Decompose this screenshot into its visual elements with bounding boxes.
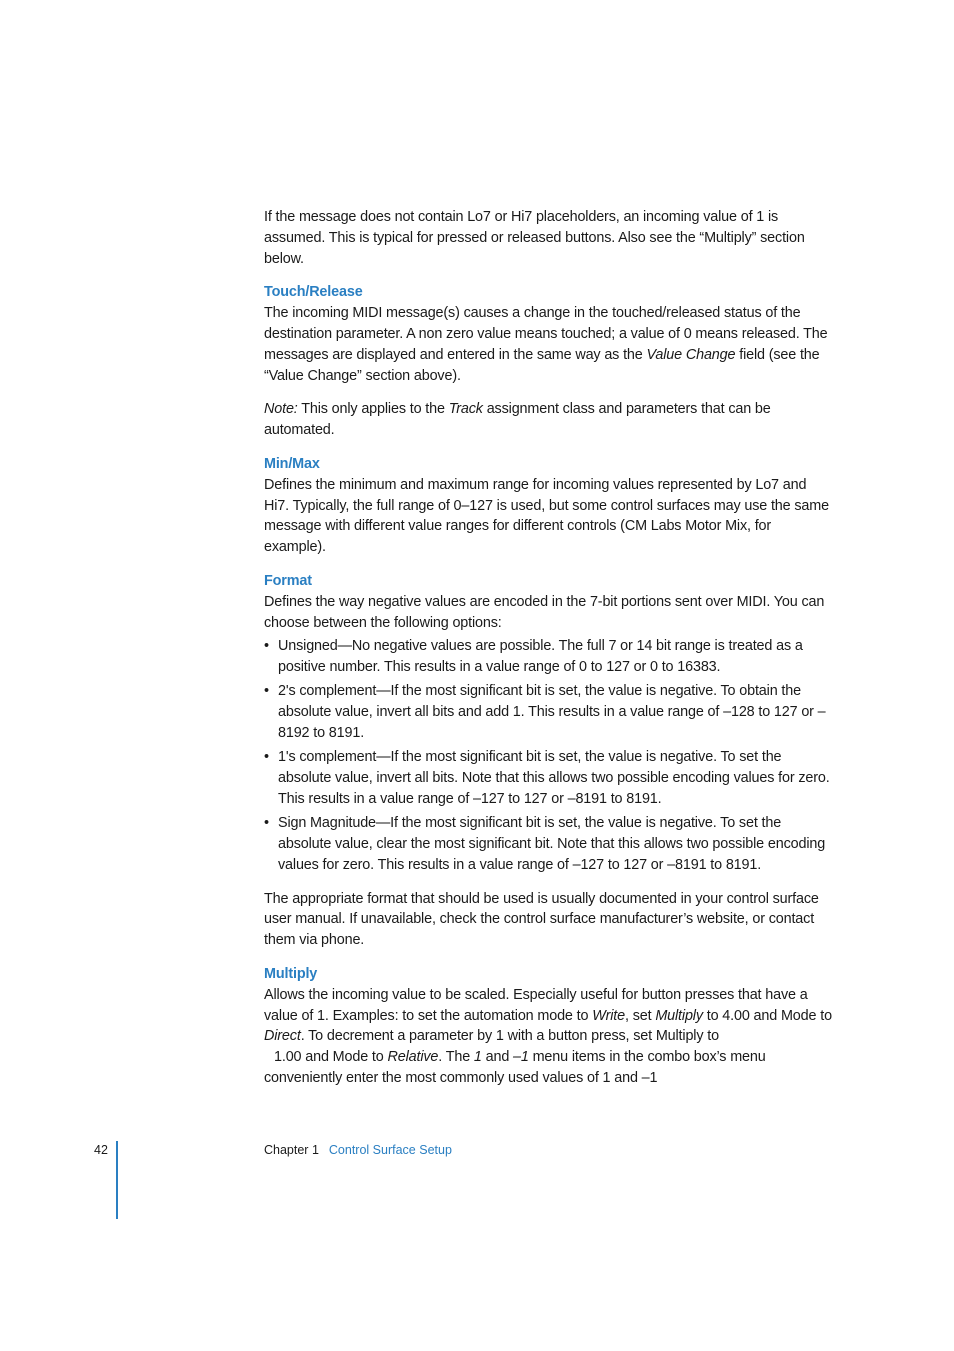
footer-chapter xyxy=(264,1143,452,1157)
note-label: Note: xyxy=(264,401,298,418)
bullet: • xyxy=(264,815,269,832)
multiply-paragraph: Allows the incoming value to be scaled. Especially useful for button presses that have a value of 1. Examples: to set the automation mode to Write, set Multiply to 4.00 and Mode to Direct. To decrement a parameter by 1 with a button press, set Multiply to 1.00 and Mode to Relative. The 1 and –1 menu items in the combo box’s menu conveniently enter the most commonly used values of 1 and –1 xyxy=(264,986,832,1086)
format-closing-paragraph: The appropriate format that should be used is usually documented in your control surface user manual. If unavailable, check the control surface manufacturer’s website, or contact them via phone. xyxy=(264,890,819,949)
chapter-label: Chapter 1 xyxy=(264,1143,319,1157)
format-options-list xyxy=(264,636,834,875)
touch-release-paragraph: The incoming MIDI message(s) causes a change in the touched/released status of the destination parameter. A non zero value means touched; a value of 0 means released. The messages are displayed and entered in the same way as the Value Change field (see the “Value Change” section above). xyxy=(264,305,828,384)
intro-paragraph: If the message does not contain Lo7 or Hi7 placeholders, an incoming value of 1 is assumed. This is typical for pressed or released buttons. Also see the “Multiply” section below. xyxy=(264,209,805,267)
heading-multiply: Multiply xyxy=(264,966,318,982)
list-item: • Sign Magnitude—If the most significant bit is set, the value is negative. To set the absolute value, clear the most significant bit. Note that this allows two possible encoding values for zero. This results in a value range of –127 to 127 or –8191 to 8191. xyxy=(264,815,826,873)
list-item: • 2's complement—If the most significant bit is set, the value is negative. To obtain the absolute value, invert all bits and add 1. This results in a value range of –128 to 127 or –8192 to 8191. xyxy=(264,683,826,742)
note-paragraph: Note: This only applies to the Track assignment class and parameters that can be automated. xyxy=(264,401,771,439)
list-item: • 1's complement—If the most significant bit is set, the value is negative. To set the absolute value, invert all bits. Note that this allows two possible encoding values for zero. This results in a value range of –127 to 127 or –8191 to 8191. xyxy=(264,749,830,807)
bullet: • xyxy=(264,683,269,700)
list-item: • Unsigned—No negative values are possible. The full 7 or 14 bit range is treated as a positive number. This results in a value range of 0 to 127 or 0 to 16383. xyxy=(264,638,803,676)
page-number: 42 xyxy=(94,1143,108,1157)
heading-touch-release: Touch/Release xyxy=(264,284,363,301)
heading-min-max: Min/Max xyxy=(264,455,320,472)
format-paragraph: Defines the way negative values are encoded in the 7-bit portions sent over MIDI. You can choose between the following options: xyxy=(264,593,825,631)
page-content xyxy=(264,207,834,1089)
bullet: • xyxy=(264,749,269,766)
min-max-paragraph: Defines the minimum and maximum range for incoming values represented by Lo7 and Hi7. Typically, the full range of 0–127 is used, but some control surfaces may use the same message with different value ranges for different controls (CM Labs Motor Mix, for example). xyxy=(264,476,829,556)
bullet: • xyxy=(264,638,269,655)
footer-divider xyxy=(116,1141,118,1219)
chapter-title: Control Surface Setup xyxy=(328,1143,452,1157)
heading-format: Format xyxy=(264,572,312,589)
